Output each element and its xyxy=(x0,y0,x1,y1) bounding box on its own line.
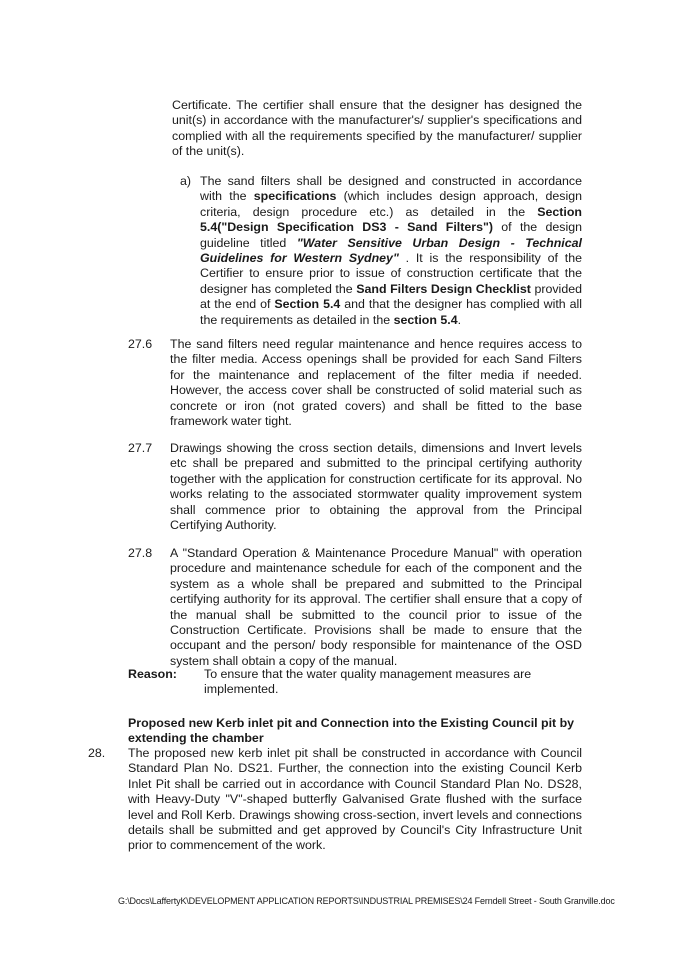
condition-item xyxy=(128,441,582,533)
reason-block xyxy=(128,667,582,698)
condition-item xyxy=(128,546,582,669)
reason-label: Reason: xyxy=(128,667,177,681)
text-run: and that the designer has complied with all the requirements as detailed in the xyxy=(200,297,583,327)
text-run: The sand filters shall be designed and constructed in accordance with the xyxy=(200,174,582,204)
section-heading: Proposed new Kerb inlet pit and Connection into the Existing Council pit by extending the chamber xyxy=(128,716,575,746)
condition-text: The proposed new kerb inlet pit shall be constructed in accordance with Council Standard Plan No. DS21. Further, the connection into the existing Council Kerb Inlet Pit shall be carried out in accordance with Council Standard Plan No. DS28, with Heavy-Duty "V"-shaped butterfly Galvanised Grate flushed with the surface level and Roll Kerb. Drawings showing cross-section, invert levels and connections details shall be submitted and get approved by Council's City Infrastructure Unit prior to commencement of the work. xyxy=(128,746,582,853)
condition-number: 27.6 xyxy=(128,337,153,351)
condition-28 xyxy=(88,746,582,854)
condition-text: A "Standard Operation & Maintenance Procedure Manual" with operation procedure and maintenance schedule for each of the component and the system as a whole shall be prepared and submitted to the Principal certifying authority for its approval. The certifier shall ensure that a copy of the manual shall be submitted to the council prior to issue of the Construction Certificate. Provisions shall be made to ensure that the occupant and the person/ body responsible for maintenance of the OSD system shall obtain a copy of the manual. xyxy=(170,546,582,668)
file-path-footer: G:\Docs\LaffertyK\DEVELOPMENT APPLICATION REPORTS\INDUSTRIAL PREMISES\24 Ferndell Street - South Granville.doc xyxy=(118,896,615,906)
sub-item-a xyxy=(180,174,582,328)
text-run: . xyxy=(457,312,462,327)
bold-run: Sand Filters Design Checklist xyxy=(356,281,531,296)
text-run: of the design guideline titled xyxy=(200,220,582,250)
guideline-title: "Water Sensitive Urban Design - Technical Guidelines for Western Sydney" xyxy=(200,235,582,266)
bold-run: specifications xyxy=(253,189,337,204)
condition-number: 28. xyxy=(88,746,106,760)
sub-item-marker: a) xyxy=(180,174,192,188)
sub-item-text xyxy=(200,174,582,328)
condition-text: The sand filters need regular maintenance and hence requires access to the filter media. Access openings shall be provided for each Sand Filters for the maintenance and replacement of the filter media if needed. However, the access cover shall be constructed of solid material such as concrete or iron (not grated covers) and shall be fitted to the base framework water tight. xyxy=(170,337,582,429)
condition-text: Drawings showing the cross section details, dimensions and Invert levels etc shall be prepared and submitted to the principal certifying authority together with the application for construction certificate for its approval. No works relating to the associated stormwater quality improvement system shall commence prior to obtaining the approval from the Principal Certifying Authority. xyxy=(170,441,582,533)
text-run: . It is the responsibility of the Certifier to ensure prior to issue of construction certificate that the designer has completed the xyxy=(200,251,582,296)
text-run: (which includes design approach, design criteria, design procedure etc.) as detailed in the xyxy=(200,189,582,219)
condition-number: 27.7 xyxy=(128,441,153,455)
lead-paragraph: Certificate. The certifier shall ensure that the designer has designed the unit(s) in accordance with the manufacturer's/ supplier's specifications and complied with all the requirements specified by the manufacturer/ supplier of the unit(s). xyxy=(172,98,582,159)
bold-run: Section 5.4 xyxy=(274,297,341,312)
reason-text: To ensure that the water quality management measures are implemented. xyxy=(204,667,532,697)
condition-number: 27.8 xyxy=(128,546,153,560)
bold-run: section 5.4 xyxy=(393,312,458,327)
bold-run: Section 5.4("Design Specification DS3 - Sand Filters") xyxy=(200,204,582,235)
condition-item xyxy=(128,337,582,429)
text-run: provided at the end of xyxy=(200,281,582,312)
